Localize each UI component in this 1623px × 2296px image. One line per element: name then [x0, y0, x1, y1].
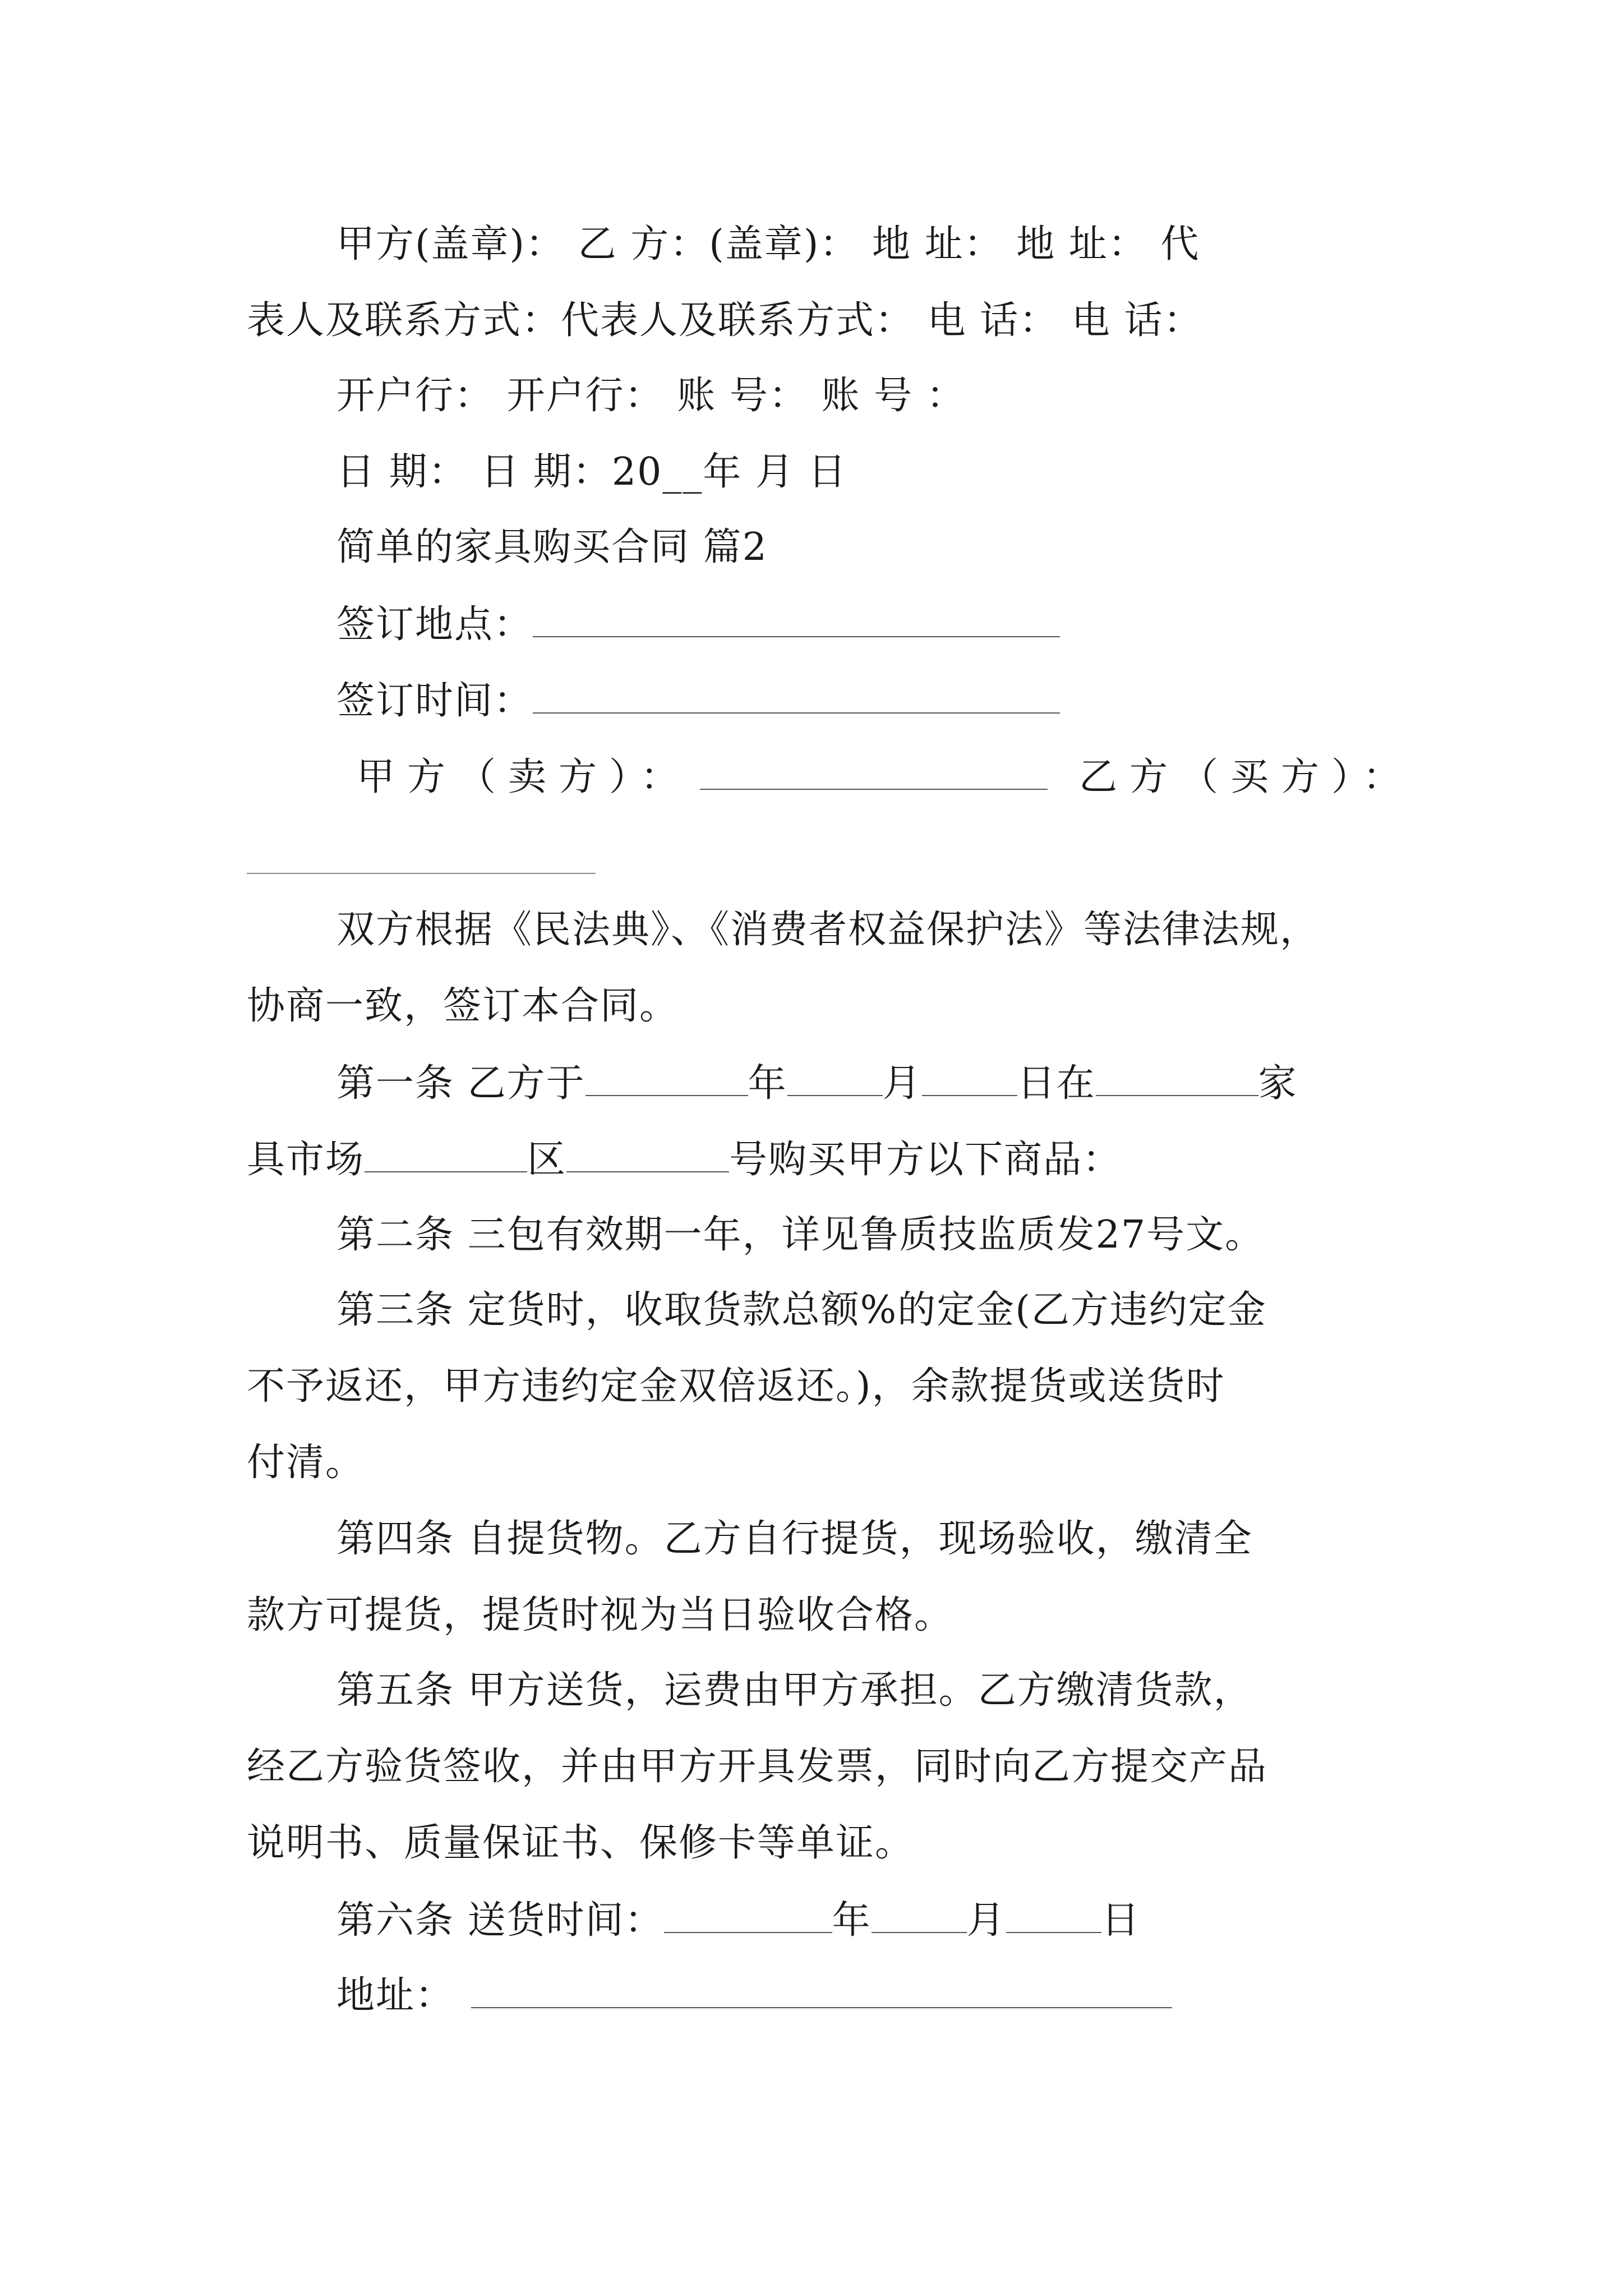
parties-row: [357, 757, 1413, 797]
article-5-line-1: 第五条 甲方送货，运费由甲方承担。乙方缴清货款，: [336, 1668, 1253, 1713]
intro-line-1: 双方根据《民法典》、《消费者权益保护法》等法律法规，: [336, 908, 1320, 952]
article-4-line-2: 款方可提货，提货时视为当日验收合格。: [247, 1593, 954, 1637]
article-1-market-name-blank: [365, 1140, 527, 1172]
article-6-prefix: 第六条 送货时间：: [336, 1898, 664, 1943]
article-1-day-blank: [922, 1064, 1017, 1096]
article-1-suffix: 号购买甲方以下商品：: [729, 1138, 1122, 1182]
sign-time-label: 签订时间：: [336, 679, 533, 723]
article-6-month: 月: [966, 1898, 1006, 1943]
article-6-day: 日: [1101, 1898, 1141, 1943]
signature-line-1: 甲方(盖章)： 乙 方：(盖章)： 地 址： 地 址： 代: [336, 222, 1200, 266]
party-b-label: 乙方（买方）：: [1079, 755, 1414, 799]
article-6-month-blank: [872, 1901, 967, 1933]
article-1-line2-prefix: 具市场: [247, 1138, 365, 1182]
article-1-year: 年: [748, 1061, 787, 1106]
article-1-year-blank: [585, 1064, 748, 1096]
address-row: [336, 1973, 1172, 2018]
article-6-year: 年: [832, 1898, 872, 1943]
address-label: 地址：: [336, 1973, 455, 2018]
article-1-line-1: [336, 1061, 1298, 1106]
article-6-line: [336, 1898, 1141, 1943]
article-6-year-blank: [664, 1901, 832, 1933]
sign-time-row: [336, 679, 1060, 723]
article-1-jia: 家: [1258, 1061, 1298, 1106]
article-1-prefix: 第一条 乙方于: [336, 1061, 585, 1106]
party-b-blank: [247, 873, 596, 874]
signature-line-3: 开户行： 开户行： 账 号： 账 号 ：: [336, 374, 966, 418]
signature-line-2: 表人及联系方式：代表人及联系方式： 电 话： 电 话：: [247, 298, 1203, 343]
contract-title: 简单的家具购买合同 篇2: [336, 525, 768, 569]
article-4-line-1: 第四条 自提货物。乙方自行提货，现场验收，缴清全: [336, 1517, 1253, 1561]
sign-place-row: [336, 602, 1060, 647]
sign-time-blank: [533, 681, 1060, 714]
article-1-line-2: [247, 1138, 1122, 1182]
article-1-month-blank: [787, 1064, 883, 1096]
signature-line-4: 日 期： 日 期：20__年 月 日: [336, 450, 847, 494]
address-blank: [471, 1976, 1172, 2008]
article-6-day-blank: [1006, 1901, 1101, 1933]
article-1-district: 区: [527, 1138, 567, 1182]
article-1-month: 月: [882, 1061, 922, 1106]
sign-place-label: 签订地点：: [336, 602, 533, 647]
article-3-line-3: 付清。: [247, 1441, 365, 1485]
article-1-day: 日在: [1017, 1061, 1096, 1106]
party-a-label: 甲方（卖方）：: [357, 755, 691, 799]
intro-line-2: 协商一致，签订本合同。: [247, 984, 679, 1028]
article-1-market-blank: [1096, 1064, 1258, 1096]
article-2: 第二条 三包有效期一年，详见鲁质技监质发27号文。: [336, 1213, 1265, 1257]
sign-place-blank: [533, 605, 1060, 637]
article-5-line-3: 说明书、质量保证书、保修卡等单证。: [247, 1821, 915, 1865]
party-a-blank: [700, 757, 1048, 790]
article-5-line-2: 经乙方验货签收，并由甲方开具发票，同时向乙方提交产品: [247, 1745, 1268, 1789]
article-1-number-blank: [566, 1140, 729, 1172]
article-3-line-1: 第三条 定货时，收取货款总额%的定金(乙方违约定金: [336, 1288, 1267, 1332]
article-3-line-2: 不予返还，甲方违约定金双倍返还。)，余款提货或送货时: [247, 1364, 1225, 1409]
